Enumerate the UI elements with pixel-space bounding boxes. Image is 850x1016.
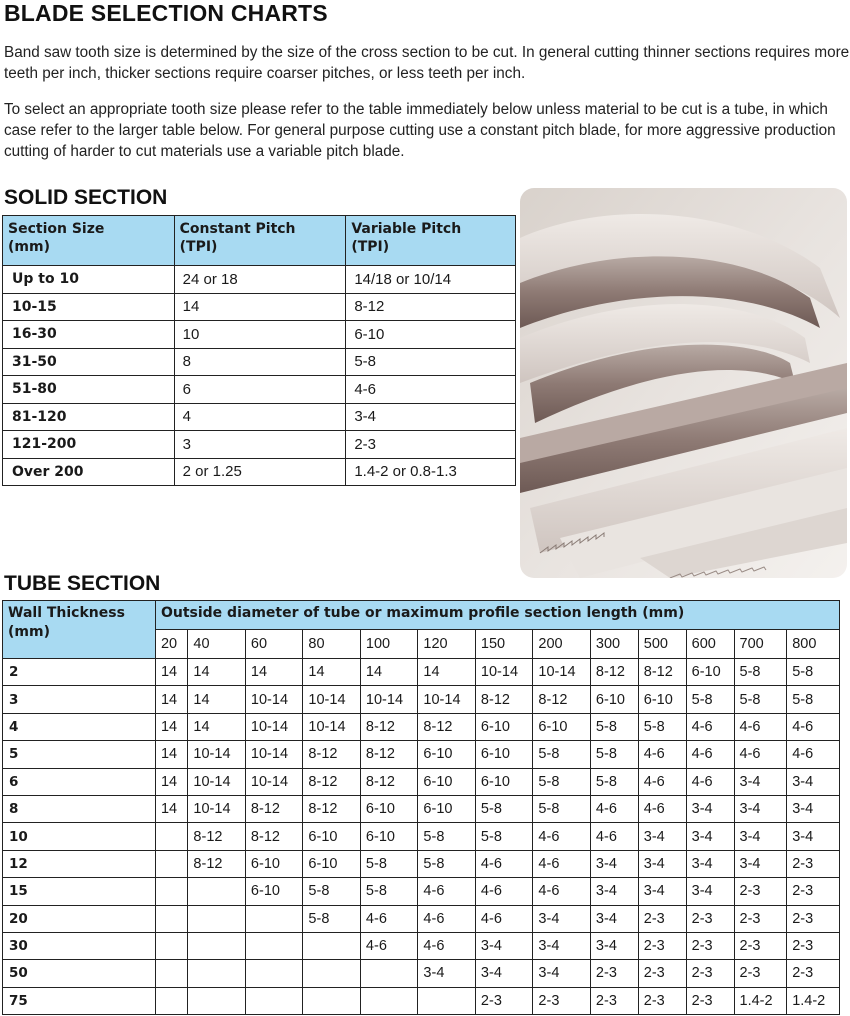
tube-header-row xyxy=(3,601,840,630)
tpi-cell: 5-8 xyxy=(303,905,361,932)
tpi-cell xyxy=(155,960,187,987)
variable-pitch-cell: 8-12 xyxy=(346,293,516,321)
diameter-cell: 200 xyxy=(533,630,591,659)
tpi-cell xyxy=(418,987,476,1014)
tpi-cell: 14 xyxy=(155,768,187,795)
tube-row xyxy=(3,905,840,932)
tpi-cell: 3-4 xyxy=(787,795,840,822)
tpi-cell: 3-4 xyxy=(590,850,638,877)
tpi-cell: 3-4 xyxy=(590,932,638,959)
tube-row xyxy=(3,713,840,740)
variable-pitch-cell: 4-6 xyxy=(346,376,516,404)
tpi-cell: 4-6 xyxy=(734,741,787,768)
constant-pitch-cell: 2 or 1.25 xyxy=(174,458,346,486)
tube-row xyxy=(3,741,840,768)
tpi-cell: 3-4 xyxy=(638,850,686,877)
section-size-cell: 31-50 xyxy=(3,348,175,376)
tpi-cell xyxy=(303,987,361,1014)
tpi-cell: 2-3 xyxy=(533,987,591,1014)
wall-thickness-cell: 2 xyxy=(3,659,156,686)
tpi-cell xyxy=(155,932,187,959)
diameter-cell: 80 xyxy=(303,630,361,659)
tpi-cell: 2-3 xyxy=(638,987,686,1014)
tpi-cell: 14 xyxy=(188,713,246,740)
tpi-cell: 5-8 xyxy=(590,741,638,768)
constant-pitch-cell: 14 xyxy=(174,293,346,321)
tpi-cell: 4-6 xyxy=(590,823,638,850)
tube-row xyxy=(3,850,840,877)
tube-section-table xyxy=(2,600,840,1015)
tpi-cell: 5-8 xyxy=(787,686,840,713)
tpi-cell: 1.4-2 xyxy=(787,987,840,1014)
tpi-cell: 6-10 xyxy=(590,686,638,713)
wall-thickness-cell: 8 xyxy=(3,795,156,822)
tpi-cell: 4-6 xyxy=(686,768,734,795)
tpi-cell xyxy=(155,987,187,1014)
tpi-cell: 14 xyxy=(155,795,187,822)
tpi-cell: 3-4 xyxy=(418,960,476,987)
tpi-cell: 4-6 xyxy=(787,713,840,740)
tpi-cell xyxy=(245,932,303,959)
tube-row xyxy=(3,686,840,713)
tpi-cell: 10-14 xyxy=(418,686,476,713)
tpi-cell xyxy=(303,932,361,959)
section-size-cell: Over 200 xyxy=(3,458,175,486)
tpi-cell: 2-3 xyxy=(686,905,734,932)
wall-thickness-cell: 6 xyxy=(3,768,156,795)
bandsaw-blades-image xyxy=(520,188,847,578)
tpi-cell xyxy=(155,878,187,905)
tpi-cell: 2-3 xyxy=(590,960,638,987)
tpi-cell: 10-14 xyxy=(533,659,591,686)
tpi-cell: 2-3 xyxy=(787,905,840,932)
tpi-cell xyxy=(360,987,418,1014)
constant-pitch-cell: 8 xyxy=(174,348,346,376)
variable-pitch-cell: 6-10 xyxy=(346,321,516,349)
tpi-cell xyxy=(360,960,418,987)
tpi-cell xyxy=(188,905,246,932)
diameter-cell: 800 xyxy=(787,630,840,659)
tpi-cell: 4-6 xyxy=(686,741,734,768)
tpi-cell xyxy=(303,960,361,987)
tpi-cell: 3-4 xyxy=(686,823,734,850)
tpi-cell xyxy=(245,987,303,1014)
wall-thickness-cell: 3 xyxy=(3,686,156,713)
tpi-cell: 3-4 xyxy=(734,795,787,822)
solid-row xyxy=(3,376,516,404)
tpi-cell: 10-14 xyxy=(245,686,303,713)
tpi-cell: 6-10 xyxy=(475,768,533,795)
tpi-cell: 4-6 xyxy=(418,932,476,959)
wall-thickness-cell: 30 xyxy=(3,932,156,959)
tpi-cell: 6-10 xyxy=(360,823,418,850)
tpi-cell: 4-6 xyxy=(533,823,591,850)
tpi-cell: 6-10 xyxy=(686,659,734,686)
tpi-cell: 10-14 xyxy=(245,713,303,740)
tpi-cell: 8-12 xyxy=(245,823,303,850)
tpi-cell: 8-12 xyxy=(303,768,361,795)
diameter-cell: 40 xyxy=(188,630,246,659)
tpi-cell: 5-8 xyxy=(418,850,476,877)
tpi-cell: 8-12 xyxy=(360,741,418,768)
tpi-cell: 4-6 xyxy=(360,932,418,959)
section-size-cell: Up to 10 xyxy=(3,266,175,294)
tpi-cell: 4-6 xyxy=(360,905,418,932)
wall-thickness-cell: 4 xyxy=(3,713,156,740)
tpi-cell: 14 xyxy=(245,659,303,686)
tpi-cell: 6-10 xyxy=(475,713,533,740)
tube-row xyxy=(3,795,840,822)
tpi-cell: 2-3 xyxy=(638,905,686,932)
tpi-cell: 4-6 xyxy=(418,878,476,905)
tpi-cell: 5-8 xyxy=(638,713,686,740)
tpi-cell: 5-8 xyxy=(303,878,361,905)
solid-section-title: SOLID SECTION xyxy=(4,186,168,209)
section-size-cell: 81-120 xyxy=(3,403,175,431)
wall-thickness-cell: 75 xyxy=(3,987,156,1014)
solid-section-table xyxy=(2,215,516,486)
tpi-cell: 10-14 xyxy=(188,795,246,822)
section-size-cell: 121-200 xyxy=(3,431,175,459)
diameter-cell: 20 xyxy=(155,630,187,659)
tube-section-title: TUBE SECTION xyxy=(4,572,161,595)
tpi-cell: 8-12 xyxy=(245,795,303,822)
solid-row xyxy=(3,458,516,486)
tpi-cell: 8-12 xyxy=(590,659,638,686)
tpi-cell: 3-4 xyxy=(686,850,734,877)
tpi-cell: 2-3 xyxy=(734,960,787,987)
constant-pitch-cell: 3 xyxy=(174,431,346,459)
tpi-cell: 2-3 xyxy=(734,932,787,959)
variable-pitch-cell: 5-8 xyxy=(346,348,516,376)
wall-thickness-cell: 5 xyxy=(3,741,156,768)
tpi-cell: 3-4 xyxy=(533,905,591,932)
tpi-cell: 5-8 xyxy=(686,686,734,713)
tpi-cell: 8-12 xyxy=(418,713,476,740)
tpi-cell: 4-6 xyxy=(638,795,686,822)
wall-thickness-cell: 50 xyxy=(3,960,156,987)
tube-row xyxy=(3,987,840,1014)
intro-paragraph-1: Band saw tooth size is determined by the size of the cross section to be cut. In general cutting thinner sections requires more teeth per inch, thicker sections require coarser pitches, or less teeth per inch. xyxy=(4,44,850,82)
constant-pitch-cell: 10 xyxy=(174,321,346,349)
tpi-cell: 5-8 xyxy=(360,878,418,905)
tpi-cell: 3-4 xyxy=(734,768,787,795)
diameter-cell: 100 xyxy=(360,630,418,659)
section-size-header: Section Size (mm) xyxy=(3,216,175,266)
tpi-cell: 10-14 xyxy=(188,768,246,795)
tube-row xyxy=(3,659,840,686)
tpi-cell: 14 xyxy=(360,659,418,686)
page-title: BLADE SELECTION CHARTS xyxy=(4,0,328,26)
tpi-cell: 14 xyxy=(188,686,246,713)
solid-row xyxy=(3,403,516,431)
tpi-cell: 4-6 xyxy=(638,741,686,768)
tpi-cell: 6-10 xyxy=(303,823,361,850)
tpi-cell: 5-8 xyxy=(590,713,638,740)
tpi-cell xyxy=(188,960,246,987)
tpi-cell: 5-8 xyxy=(533,795,591,822)
tpi-cell: 14 xyxy=(155,741,187,768)
tpi-cell: 4-6 xyxy=(418,905,476,932)
tpi-cell: 14 xyxy=(188,659,246,686)
tube-row xyxy=(3,768,840,795)
tpi-cell: 8-12 xyxy=(303,741,361,768)
variable-pitch-cell: 14/18 or 10/14 xyxy=(346,266,516,294)
tpi-cell: 5-8 xyxy=(360,850,418,877)
tpi-cell: 2-3 xyxy=(787,932,840,959)
diameter-cell: 500 xyxy=(638,630,686,659)
tpi-cell: 3-4 xyxy=(787,823,840,850)
tpi-cell xyxy=(155,850,187,877)
tpi-cell: 14 xyxy=(155,659,187,686)
tpi-cell: 8-12 xyxy=(303,795,361,822)
section-size-cell: 51-80 xyxy=(3,376,175,404)
tube-row xyxy=(3,878,840,905)
tpi-cell: 4-6 xyxy=(734,713,787,740)
tpi-cell: 6-10 xyxy=(418,795,476,822)
tpi-cell: 2-3 xyxy=(734,878,787,905)
constant-pitch-cell: 6 xyxy=(174,376,346,404)
tpi-cell: 5-8 xyxy=(590,768,638,795)
tpi-cell: 8-12 xyxy=(638,659,686,686)
diameter-cell: 60 xyxy=(245,630,303,659)
tpi-cell: 1.4-2 xyxy=(734,987,787,1014)
intro-paragraph-2: To select an appropriate tooth size please refer to the table immediately below unless material to be cut is a tube, in which case refer to the larger table below. For general purpose cutting use a constant pitch blade, for more aggressive production cutting of harder to cut materials use a variable pitch blade. xyxy=(4,101,836,160)
tpi-cell: 2-3 xyxy=(475,987,533,1014)
tpi-cell: 5-8 xyxy=(787,659,840,686)
tpi-cell: 3-4 xyxy=(533,932,591,959)
tpi-cell: 8-12 xyxy=(475,686,533,713)
tpi-cell: 5-8 xyxy=(533,741,591,768)
tpi-cell: 8-12 xyxy=(188,823,246,850)
tpi-cell: 5-8 xyxy=(475,823,533,850)
tpi-cell: 2-3 xyxy=(590,987,638,1014)
tpi-cell: 6-10 xyxy=(533,713,591,740)
tpi-cell: 3-4 xyxy=(638,823,686,850)
tpi-cell: 2-3 xyxy=(686,932,734,959)
tpi-cell xyxy=(245,905,303,932)
section-size-cell: 10-15 xyxy=(3,293,175,321)
tpi-cell: 6-10 xyxy=(418,768,476,795)
tpi-cell: 2-3 xyxy=(638,960,686,987)
tpi-cell: 3-4 xyxy=(734,823,787,850)
tpi-cell: 4-6 xyxy=(475,850,533,877)
tpi-cell xyxy=(155,905,187,932)
tpi-cell: 14 xyxy=(155,686,187,713)
tpi-cell xyxy=(155,823,187,850)
tpi-cell: 8-12 xyxy=(188,850,246,877)
diameter-cell: 120 xyxy=(418,630,476,659)
diameter-cell: 700 xyxy=(734,630,787,659)
tpi-cell: 5-8 xyxy=(475,795,533,822)
outside-diameter-header: Outside diameter of tube or maximum profile section length (mm) xyxy=(155,601,839,630)
tpi-cell: 10-14 xyxy=(475,659,533,686)
tpi-cell: 3-4 xyxy=(686,795,734,822)
tpi-cell: 6-10 xyxy=(475,741,533,768)
tpi-cell: 4-6 xyxy=(686,713,734,740)
solid-header-row xyxy=(3,216,516,266)
tpi-cell: 3-4 xyxy=(475,932,533,959)
constant-pitch-cell: 4 xyxy=(174,403,346,431)
solid-row xyxy=(3,293,516,321)
tpi-cell: 6-10 xyxy=(303,850,361,877)
tpi-cell: 5-8 xyxy=(734,659,787,686)
tpi-cell: 4-6 xyxy=(533,850,591,877)
tpi-cell: 3-4 xyxy=(590,878,638,905)
tpi-cell: 4-6 xyxy=(787,741,840,768)
solid-row xyxy=(3,266,516,294)
tpi-cell: 2-3 xyxy=(734,905,787,932)
tpi-cell: 6-10 xyxy=(245,850,303,877)
tpi-cell: 10-14 xyxy=(303,686,361,713)
tube-row xyxy=(3,932,840,959)
wall-thickness-header: Wall Thickness (mm) xyxy=(3,601,156,659)
tpi-cell: 5-8 xyxy=(734,686,787,713)
variable-pitch-cell: 2-3 xyxy=(346,431,516,459)
tpi-cell: 4-6 xyxy=(638,768,686,795)
wall-thickness-cell: 12 xyxy=(3,850,156,877)
tpi-cell: 3-4 xyxy=(638,878,686,905)
tpi-cell: 10-14 xyxy=(188,741,246,768)
tpi-cell: 10-14 xyxy=(360,686,418,713)
tpi-cell: 14 xyxy=(418,659,476,686)
solid-row xyxy=(3,321,516,349)
diameter-cell: 600 xyxy=(686,630,734,659)
tpi-cell: 8-12 xyxy=(360,713,418,740)
tpi-cell: 10-14 xyxy=(245,768,303,795)
tpi-cell: 2-3 xyxy=(787,850,840,877)
tpi-cell xyxy=(188,878,246,905)
tpi-cell: 6-10 xyxy=(245,878,303,905)
tpi-cell: 4-6 xyxy=(475,878,533,905)
wall-thickness-cell: 20 xyxy=(3,905,156,932)
tpi-cell: 3-4 xyxy=(734,850,787,877)
tpi-cell: 2-3 xyxy=(787,878,840,905)
tpi-cell: 2-3 xyxy=(686,987,734,1014)
diameter-cell: 150 xyxy=(475,630,533,659)
variable-pitch-cell: 1.4-2 or 0.8-1.3 xyxy=(346,458,516,486)
constant-pitch-header: Constant Pitch (TPI) xyxy=(174,216,346,266)
tpi-cell: 2-3 xyxy=(787,960,840,987)
tpi-cell: 10-14 xyxy=(303,713,361,740)
tpi-cell xyxy=(245,960,303,987)
tpi-cell: 2-3 xyxy=(686,960,734,987)
tpi-cell: 6-10 xyxy=(638,686,686,713)
constant-pitch-cell: 24 or 18 xyxy=(174,266,346,294)
solid-row xyxy=(3,348,516,376)
tpi-cell: 6-10 xyxy=(360,795,418,822)
tpi-cell: 4-6 xyxy=(475,905,533,932)
tpi-cell: 4-6 xyxy=(533,878,591,905)
tube-row xyxy=(3,960,840,987)
tpi-cell: 3-4 xyxy=(787,768,840,795)
tpi-cell: 3-4 xyxy=(590,905,638,932)
tpi-cell: 14 xyxy=(303,659,361,686)
tpi-cell: 3-4 xyxy=(686,878,734,905)
wall-thickness-cell: 10 xyxy=(3,823,156,850)
solid-row xyxy=(3,431,516,459)
variable-pitch-cell: 3-4 xyxy=(346,403,516,431)
tpi-cell xyxy=(188,932,246,959)
tpi-cell xyxy=(188,987,246,1014)
tpi-cell: 2-3 xyxy=(638,932,686,959)
variable-pitch-header: Variable Pitch (TPI) xyxy=(346,216,516,266)
tpi-cell: 5-8 xyxy=(418,823,476,850)
tpi-cell: 14 xyxy=(155,713,187,740)
tpi-cell: 3-4 xyxy=(533,960,591,987)
tpi-cell: 6-10 xyxy=(418,741,476,768)
tpi-cell: 10-14 xyxy=(245,741,303,768)
tpi-cell: 4-6 xyxy=(590,795,638,822)
tpi-cell: 5-8 xyxy=(533,768,591,795)
tpi-cell: 3-4 xyxy=(475,960,533,987)
section-size-cell: 16-30 xyxy=(3,321,175,349)
diameter-cell: 300 xyxy=(590,630,638,659)
tpi-cell: 8-12 xyxy=(360,768,418,795)
tube-row xyxy=(3,823,840,850)
tpi-cell: 8-12 xyxy=(533,686,591,713)
wall-thickness-cell: 15 xyxy=(3,878,156,905)
